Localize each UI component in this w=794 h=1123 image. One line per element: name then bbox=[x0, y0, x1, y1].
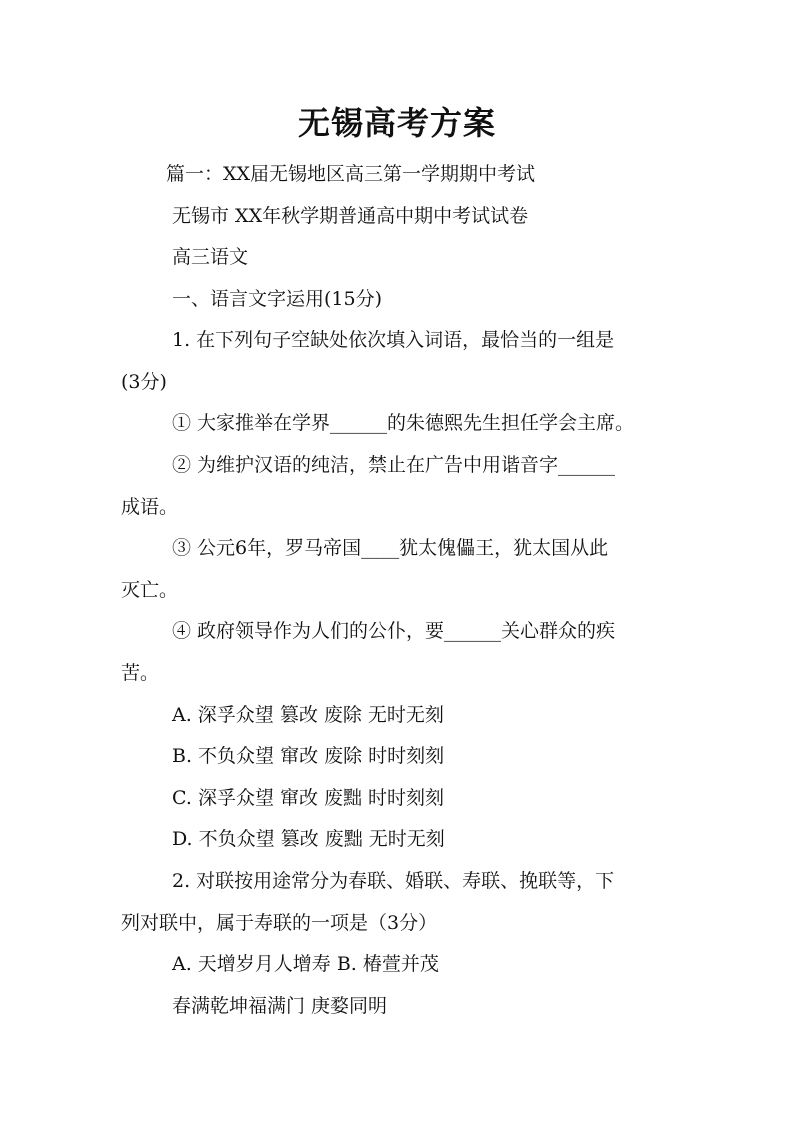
exam-title-line: 无锡市 XX年秋学期普通高中期中考试试卷 bbox=[172, 205, 529, 227]
sentence-3-continued: 灭亡。 bbox=[121, 579, 179, 601]
sentence-2-continued: 成语。 bbox=[121, 496, 179, 518]
sentence-2: ② 为维护汉语的纯洁，禁止在广告中用谐音字______ bbox=[172, 454, 616, 476]
couplet-options-line-2: 春满乾坤福满门 庚婺同明 bbox=[172, 995, 388, 1017]
question-1-score: (3分) bbox=[121, 371, 167, 393]
document-title: 无锡高考方案 bbox=[297, 104, 496, 142]
section-heading: 篇一：XX届无锡地区高三第一学期期中考试 bbox=[166, 163, 536, 185]
option-d: D. 不负众望 篡改 废黜 无时无刻 bbox=[172, 828, 445, 850]
option-c: C. 深孚众望 窜改 废黜 时时刻刻 bbox=[172, 787, 445, 809]
part-heading: 一、语言文字运用(15分) bbox=[172, 288, 383, 310]
question-2-text: 2. 对联按用途常分为春联、婚联、寿联、挽联等，下 bbox=[172, 870, 615, 892]
sentence-3: ③ 公元6年，罗马帝国____犹太傀儡王，犹太国从此 bbox=[172, 537, 609, 559]
sentence-4-continued: 苦。 bbox=[121, 662, 160, 684]
question-1-text: 1. 在下列句子空缺处依次填入词语，最恰当的一组是 bbox=[172, 329, 615, 351]
question-2-continued: 列对联中，属于寿联的一项是（3分） bbox=[121, 912, 438, 934]
couplet-options-line-1: A. 天增岁月人增寿 B. 椿萱并茂 bbox=[172, 953, 439, 975]
sentence-4: ④ 政府领导作为人们的公仆，要______关心群众的疾 bbox=[172, 620, 616, 642]
option-a: A. 深孚众望 篡改 废除 无时无刻 bbox=[172, 704, 444, 726]
subject-line: 高三语文 bbox=[172, 246, 249, 268]
option-b: B. 不负众望 窜改 废除 时时刻刻 bbox=[172, 745, 445, 767]
sentence-1: ① 大家推举在学界______的朱德熙先生担任学会主席。 bbox=[172, 412, 635, 434]
